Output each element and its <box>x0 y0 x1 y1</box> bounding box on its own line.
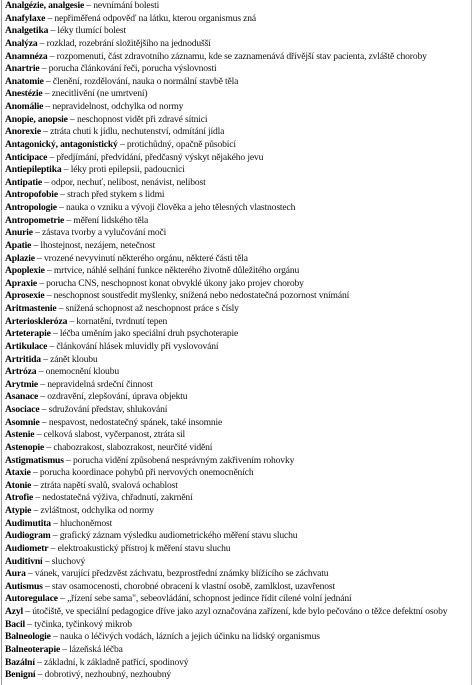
glossary-term: Aplazie <box>5 252 35 264</box>
glossary-entry <box>5 391 469 404</box>
glossary-definition: – porucha vidění způsobená nesprávným zakřivením rohovky <box>63 454 295 466</box>
glossary-entry <box>5 76 469 89</box>
glossary-entry <box>5 164 469 177</box>
glossary-entry <box>5 404 469 417</box>
glossary-definition: – neschopnost vidět při zdravé sítnici <box>67 113 208 125</box>
glossary-entry <box>5 25 469 38</box>
glossary-definition: – neschopnost soustředit myšlenky, snížená nebo nedostatečná pozornost vnímání <box>44 290 350 302</box>
glossary-term: Analýza <box>5 37 38 49</box>
glossary-entry <box>5 303 469 316</box>
glossary-definition: – kornatění, tvrdnutí tepen <box>67 315 168 327</box>
glossary-definition: – léky proti epilepsii, padoucnici <box>61 164 185 176</box>
glossary-term: Aritmastenie <box>5 303 57 314</box>
glossary-entry <box>5 631 469 644</box>
glossary-entry <box>5 467 469 480</box>
glossary-entry <box>5 189 469 202</box>
right-border-rule <box>471 0 472 685</box>
glossary-term: Antiepileptika <box>5 164 62 176</box>
glossary-definition: – onemocnění kloubu <box>36 366 119 378</box>
glossary-term: Antropometrie <box>5 214 65 226</box>
glossary-entry <box>5 0 469 13</box>
glossary-term: Balneoterapie <box>5 643 61 655</box>
glossary-entry <box>5 341 469 354</box>
glossary-list <box>5 0 469 682</box>
glossary-definition: – nepravidelnost, odchylka od normy <box>43 101 184 112</box>
glossary-definition: – mrtvice, náhlé selhání funkce některého životně důležitého orgánu <box>44 265 300 277</box>
glossary-entry <box>5 38 469 51</box>
glossary-entry <box>5 227 469 240</box>
glossary-definition: – celková slabost, vyčerpanost, ztráta sil <box>34 429 186 441</box>
glossary-definition: – grafický záznam výsledku audiometrického měření stavu sluchu <box>50 530 298 542</box>
glossary-term: Artikulace <box>5 340 48 352</box>
glossary-term: Audiometr <box>5 542 49 554</box>
glossary-entry <box>5 177 469 190</box>
glossary-entry <box>5 290 469 303</box>
glossary-definition: – porucha koordinace pohybů při nervových onemocněních <box>30 467 254 479</box>
glossary-entry <box>5 265 469 278</box>
glossary-entry <box>5 429 469 442</box>
glossary-term: Apoplexie <box>5 265 45 277</box>
glossary-definition: – znecitlivění (ne umrtvení) <box>42 88 148 100</box>
glossary-term: Apatie <box>5 239 32 251</box>
glossary-term: Audiogram <box>5 530 51 542</box>
glossary-term: Anopie, anopsie <box>5 113 68 125</box>
glossary-entry <box>5 126 469 139</box>
glossary-term: Auditivní <box>5 555 43 567</box>
glossary-entry <box>5 253 469 266</box>
glossary-entry <box>5 13 469 26</box>
glossary-definition: – rozpomenutí, část zdravotního záznamu, kde se zaznamenává dřívější stav pacienta, zvláště choroby <box>47 50 427 62</box>
glossary-term: Astigmatismus <box>5 454 64 466</box>
glossary-term: Anomálie <box>5 101 44 112</box>
glossary-definition: – hluchoněmost <box>50 517 113 529</box>
glossary-entry <box>5 669 469 682</box>
glossary-entry <box>5 379 469 392</box>
glossary-term: Analgézie, analgesie <box>5 0 85 11</box>
glossary-definition: – nespavost, nedostatečný spánek, také insomnie <box>39 416 223 428</box>
glossary-entry <box>5 316 469 329</box>
glossary-entry <box>5 278 469 291</box>
glossary-definition: – lhostejnost, nezájem, netečnost <box>31 239 156 251</box>
glossary-term: Ataxie <box>5 467 31 479</box>
glossary-definition: – strach před stykem s lidmi <box>57 189 165 201</box>
glossary-definition: – odpor, nechuť, nelibost, nenávist, nelibost <box>42 176 206 188</box>
glossary-definition: – základní, k základně patřící, spodinový <box>34 656 189 668</box>
glossary-definition: – vrozené nevyvinutí některého orgánu, některé části těla <box>34 252 248 264</box>
glossary-definition: – protichůdný, opačně působící <box>117 138 236 150</box>
glossary-term: Artritida <box>5 353 41 365</box>
glossary-definition: – zástava tvorby a vylučování moči <box>32 227 167 239</box>
glossary-entry <box>5 101 469 114</box>
glossary-definition: – porucha článkování řeči, porucha výslovnosti <box>39 63 217 75</box>
glossary-definition: – zánět kloubu <box>40 353 98 365</box>
glossary-term: Atonie <box>5 479 32 491</box>
glossary-definition: – nepřiměřená odpověď na látku, kterou organismus zná <box>45 12 257 24</box>
glossary-term: Arytmie <box>5 378 39 390</box>
glossary-entry <box>5 581 469 594</box>
glossary-entry <box>5 518 469 531</box>
glossary-term: Artróza <box>5 366 37 378</box>
glossary-definition: – lázeňská léčba <box>60 643 123 655</box>
glossary-entry <box>5 619 469 632</box>
glossary-definition: – chabozrakost, slabozrakost, neurčité vidění <box>44 441 213 453</box>
glossary-term: Autismus <box>5 580 43 592</box>
glossary-term: Bacil <box>5 618 26 630</box>
glossary-definition: – členění, rozdělování, nauka o normální stavbě těla <box>43 75 239 87</box>
glossary-term: Atypie <box>5 505 32 516</box>
glossary-entry <box>5 366 469 379</box>
glossary-term: Anestézie <box>5 88 43 100</box>
glossary-entry <box>5 328 469 341</box>
glossary-entry <box>5 657 469 670</box>
glossary-term: Anafylaxe <box>5 12 46 24</box>
glossary-term: Anorexie <box>5 126 41 138</box>
glossary-entry <box>5 593 469 606</box>
glossary-definition: – zvláštnost, odchylka od normy <box>31 505 154 516</box>
glossary-definition: – ztráta napětí svalů, svalová ochablost <box>31 479 178 491</box>
glossary-entry <box>5 568 469 581</box>
glossary-definition: – stav osamocenosti, chorobné obracení k vlastní osobě, zamlklost, uzavřenost <box>42 580 336 592</box>
glossary-definition: – předjímání, předvídání, předčasný výskyt nějakého jevu <box>47 151 264 163</box>
glossary-term: Atrofie <box>5 492 34 504</box>
glossary-term: Antropofobie <box>5 189 58 201</box>
glossary-term: Autoregulace <box>5 593 58 605</box>
glossary-definition: – „řízení sebe sama", sebeovládání, schopnost jedince řídit cílené volní jednání <box>57 593 352 605</box>
glossary-term: Bazální <box>5 656 35 668</box>
glossary-entry <box>5 215 469 228</box>
glossary-definition: – sluchový <box>42 555 86 567</box>
glossary-entry <box>5 114 469 127</box>
glossary-term: Anatomie <box>5 75 44 87</box>
glossary-definition: – léčba uměním jako speciální druh psychoterapie <box>50 328 239 340</box>
glossary-definition: – nauka o vzniku a vývoji člověka a jeho tělesných vlastnostech <box>56 202 296 213</box>
glossary-entry <box>5 63 469 76</box>
glossary-term: Antropologie <box>5 202 57 213</box>
glossary-entry <box>5 480 469 493</box>
glossary-definition: – léky tlumící bolest <box>48 25 126 37</box>
glossary-term: Benigní <box>5 669 36 681</box>
glossary-definition: – tyčinka, tyčinkový mikrob <box>25 618 132 630</box>
glossary-entry <box>5 442 469 455</box>
glossary-term: Azyl <box>5 606 24 617</box>
glossary-entry <box>5 530 469 543</box>
glossary-term: Antagonický, antagonistický <box>5 138 118 150</box>
glossary-entry <box>5 543 469 556</box>
glossary-term: Astenopie <box>5 441 45 453</box>
glossary-term: Aura <box>5 568 26 580</box>
glossary-term: Asomnie <box>5 416 40 428</box>
glossary-entry <box>5 556 469 569</box>
glossary-entry <box>5 606 469 619</box>
glossary-definition: – dobrotivý, nezhoubný, nezhoubný <box>35 669 171 681</box>
glossary-term: Balneologie <box>5 631 51 643</box>
glossary-term: Analgetika <box>5 25 49 37</box>
glossary-entry <box>5 152 469 165</box>
glossary-term: Antipatie <box>5 176 43 188</box>
glossary-definition: – rozklad, rozebrání složitějšího na jednodušší <box>37 37 211 49</box>
glossary-term: Audimutita <box>5 517 51 529</box>
glossary-term: Aprosexie <box>5 290 45 302</box>
glossary-definition: – snížená schopnost až neschopnost práce s čísly <box>56 303 239 314</box>
glossary-definition: – útočiště, ve speciální pedagogice dříve jako azyl označována zařízení, kde bylo pečováno o těžce defektní osoby <box>23 606 448 617</box>
glossary-term: Astenie <box>5 429 35 441</box>
glossary-term: Anurie <box>5 227 33 239</box>
glossary-term: Arterioskleróza <box>5 315 68 327</box>
glossary-entry <box>5 455 469 468</box>
glossary-definition: – nevnímání bolesti <box>84 0 160 11</box>
glossary-entry <box>5 354 469 367</box>
glossary-entry <box>5 492 469 505</box>
glossary-term: Arteterapie <box>5 328 51 340</box>
glossary-definition: – měření lidského těla <box>64 214 149 226</box>
glossary-definition: – porucha CNS, neschopnost konat obvyklé úkony jako projev choroby <box>37 277 304 289</box>
glossary-term: Anticipace <box>5 151 48 163</box>
glossary-entry <box>5 88 469 101</box>
glossary-entry <box>5 240 469 253</box>
glossary-definition: – elektroakustický přístroj k měření stavu sluchu <box>48 542 231 554</box>
glossary-definition: – článkování hlásek mluvidly při vyslovování <box>47 340 219 352</box>
glossary-entry <box>5 417 469 430</box>
glossary-entry <box>5 51 469 64</box>
glossary-term: Anamnéza <box>5 50 48 62</box>
left-border-rule <box>1 0 2 685</box>
glossary-definition: – ozdravění, zlepšování, úprava objektu <box>38 391 188 403</box>
glossary-definition: – nepravidelná srdeční činnost <box>38 378 153 390</box>
glossary-term: Asociace <box>5 404 40 415</box>
glossary-definition: – sdružování představ, shlukování <box>39 404 168 415</box>
glossary-definition: – nedostatečná výživa, chřadnutí, zakrnění <box>33 492 193 504</box>
glossary-definition: – ztráta chuti k jídlu, nechutenství, odmítání jídla <box>40 126 225 138</box>
glossary-entry <box>5 139 469 152</box>
glossary-term: Asanace <box>5 391 39 403</box>
glossary-definition: – nauka o léčivých vodách, lázních a jejich účinku na lidský organismus <box>50 631 320 643</box>
glossary-entry <box>5 505 469 518</box>
glossary-entry <box>5 202 469 215</box>
glossary-term: Apraxie <box>5 277 37 289</box>
glossary-entry <box>5 644 469 657</box>
glossary-definition: – vánek, varující předzvěst záchvatu, bezprostřední známky blížícího se záchvatu <box>25 568 329 580</box>
glossary-term: Anartrie <box>5 63 40 75</box>
